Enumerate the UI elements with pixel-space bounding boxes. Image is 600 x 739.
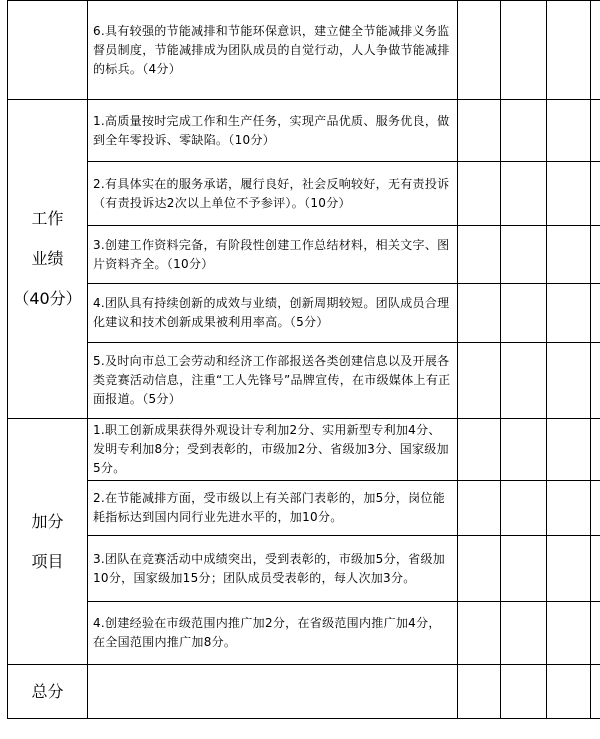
table-row [8, 419, 600, 481]
table-row [8, 284, 600, 343]
table-row [8, 343, 600, 419]
score-cell [501, 162, 547, 226]
criterion-text: 1.高质量按时完成工作和生产任务，实现产品优质、服务优良，做到全年零投诉、零缺陷。（10分） [88, 100, 458, 162]
total-row [8, 665, 600, 719]
score-cell [501, 536, 547, 602]
score-cell [591, 481, 600, 536]
score-cell [591, 343, 600, 419]
table-row [8, 226, 600, 284]
criterion-text: 4.创建经验在市级范围内推广加2分，在省级范围内推广加4分，在全国范围内推广加8分。 [88, 602, 458, 665]
score-cell [458, 100, 501, 162]
score-cell [458, 162, 501, 226]
score-cell [501, 100, 547, 162]
score-cell [547, 343, 591, 419]
score-cell [591, 284, 600, 343]
table-row [8, 536, 600, 602]
total-blank [88, 665, 458, 719]
score-cell [501, 602, 547, 665]
score-cell [458, 226, 501, 284]
table-row [8, 481, 600, 536]
score-cell [547, 419, 591, 481]
score-cell [591, 226, 600, 284]
criterion-text: 6.具有较强的节能减排和节能环保意识，建立健全节能减排义务监督员制度，节能减排成为团队成员的自觉行动，人人争做节能减排的标兵。（4分） [88, 1, 458, 100]
criterion-text: 2.有具体实在的服务承诺，履行良好，社会反响较好，无有责投诉（有责投诉达2次以上单位不予参评）。（10分） [88, 162, 458, 226]
criterion-text: 5.及时向市总工会劳动和经济工作部报送各类创建信息以及开展各类竞赛活动信息，注重“工人先锋号”品牌宣传，在市级媒体上有正面报道。（5分） [88, 343, 458, 419]
score-cell [547, 665, 591, 719]
score-cell [547, 536, 591, 602]
score-cell [547, 100, 591, 162]
category-performance [8, 100, 88, 419]
table-row [8, 1, 600, 100]
criterion-text: 1.职工创新成果获得外观设计专利加2分、实用新型专利加4分、发明专利加8分；受到表彰的，市级加2分、省级加3分、国家级加5分。 [88, 419, 458, 481]
score-cell [591, 162, 600, 226]
score-cell [458, 665, 501, 719]
table-row [8, 100, 600, 162]
score-cell [458, 536, 501, 602]
table-row [8, 602, 600, 665]
category-points: （40分） [13, 289, 82, 308]
score-cell [547, 481, 591, 536]
score-cell [501, 481, 547, 536]
category-label: 加分 [31, 511, 64, 531]
score-cell [547, 1, 591, 100]
criterion-text: 4.团队具有持续创新的成效与业绩，创新周期较短。团队成员合理化建议和技术创新成果被利用率高。（5分） [88, 284, 458, 343]
score-cell [547, 226, 591, 284]
evaluation-table [7, 0, 600, 719]
score-cell [591, 536, 600, 602]
score-cell [547, 602, 591, 665]
score-cell [501, 284, 547, 343]
table-row [8, 162, 600, 226]
score-cell [591, 602, 600, 665]
category-label: 业绩 [31, 249, 64, 268]
score-cell [501, 226, 547, 284]
score-cell [501, 419, 547, 481]
score-cell [501, 1, 547, 100]
score-cell [458, 419, 501, 481]
score-cell [547, 162, 591, 226]
score-cell [547, 284, 591, 343]
score-cell [458, 284, 501, 343]
criterion-text: 3.团队在竞赛活动中成绩突出，受到表彰的，市级加5分，省级加10分，国家级加15分；团队成员受表彰的，每人次加3分。 [88, 536, 458, 602]
criterion-text: 3.创建工作资料完备，有阶段性创建工作总结材料，相关文字、图片资料齐全。（10分） [88, 226, 458, 284]
category-bonus [8, 419, 88, 665]
score-cell [591, 665, 600, 719]
score-cell [501, 665, 547, 719]
score-cell [591, 1, 600, 100]
criterion-text: 2.在节能减排方面，受市级以上有关部门表彰的，加5分，岗位能耗指标达到国内同行业先进水平的，加10分。 [88, 481, 458, 536]
score-cell [458, 481, 501, 536]
score-cell [591, 100, 600, 162]
total-label: 总分 [8, 665, 88, 719]
score-cell [458, 343, 501, 419]
score-cell [591, 419, 600, 481]
category-cell-empty [8, 1, 88, 100]
score-cell [501, 343, 547, 419]
category-label: 工作 [31, 209, 64, 228]
category-label: 项目 [31, 551, 64, 571]
score-cell [458, 1, 501, 100]
score-cell [458, 602, 501, 665]
evaluation-table-page [7, 0, 593, 735]
